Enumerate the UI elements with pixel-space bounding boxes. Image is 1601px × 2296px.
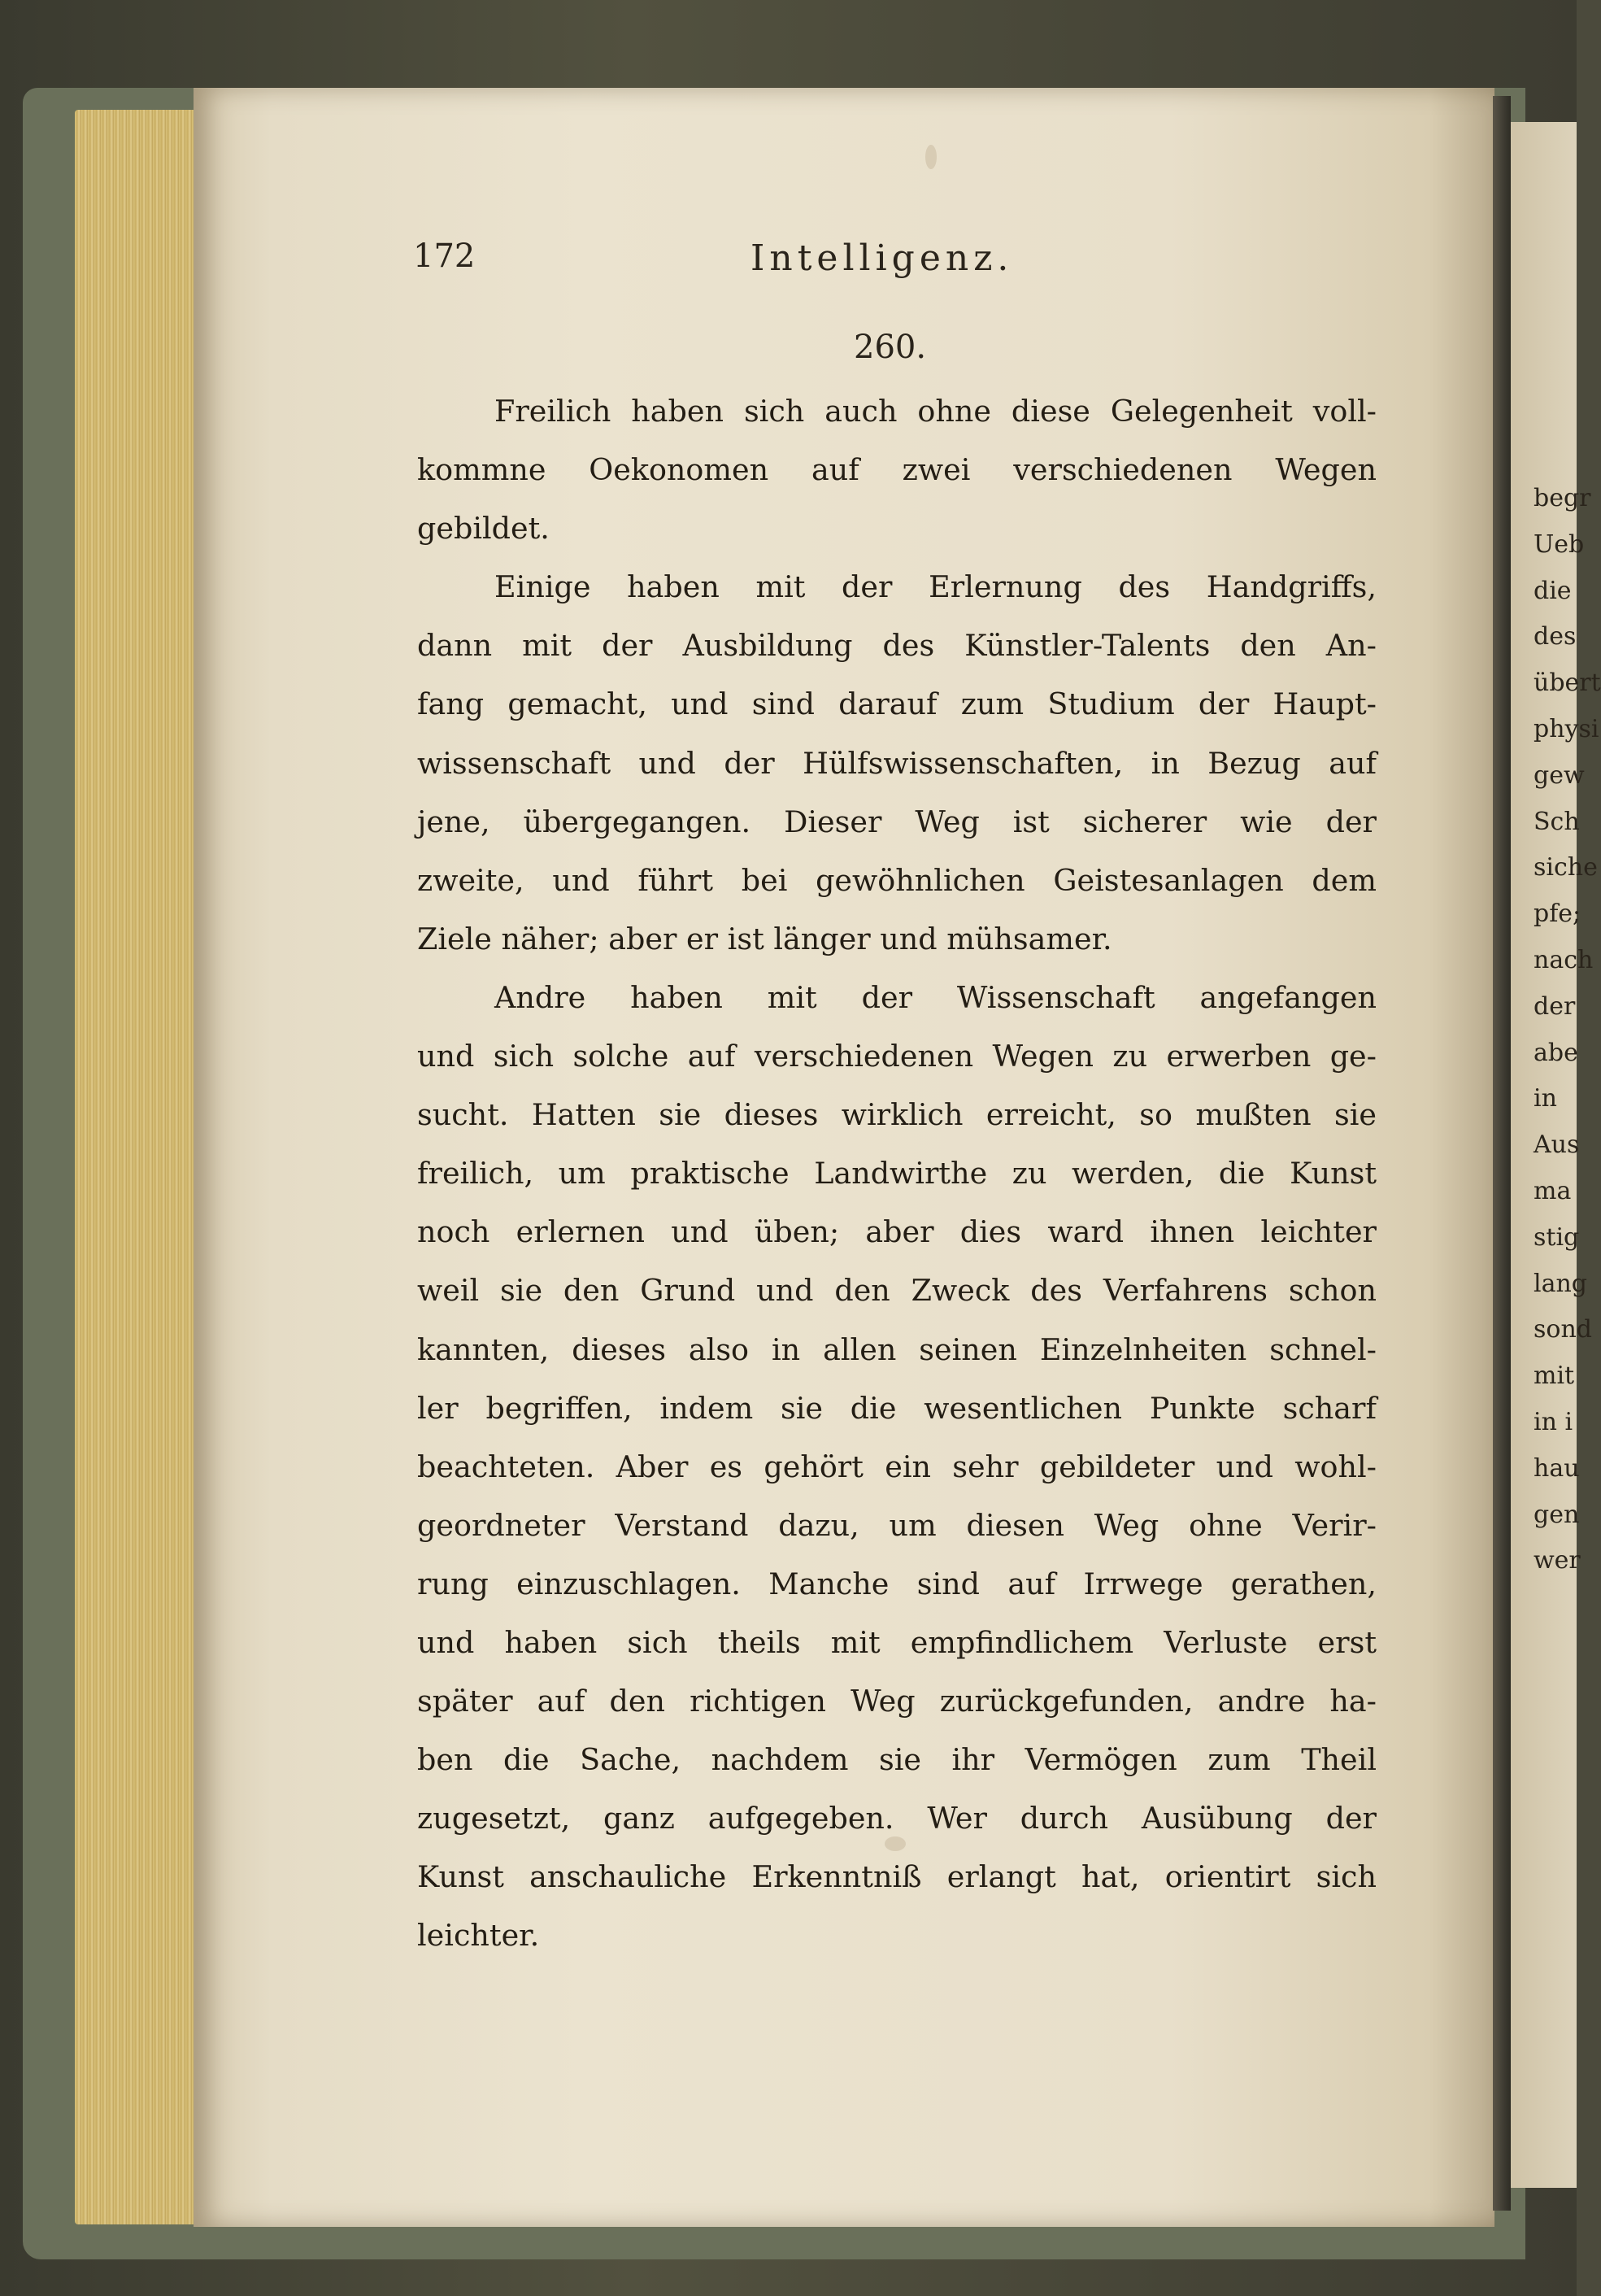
text-line: ben die Sache, nachdem sie ihr Vermögen zum Theil xyxy=(417,1742,1377,1778)
text-line: noch erlernen und üben; aber dies ward ihnen leichter xyxy=(417,1214,1377,1250)
facing-page-fragment: die xyxy=(1534,576,1572,605)
paragraph-2 xyxy=(417,558,1377,969)
text-line: weil sie den Grund und den Zweck des Verfahrens schon xyxy=(417,1273,1377,1309)
facing-page-fragment: gen xyxy=(1534,1500,1580,1529)
text-line: Freilich haben sich auch ohne diese Gelegenheit voll- xyxy=(494,394,1377,429)
text-line: fang gemacht, und sind darauf zum Studium der Haupt- xyxy=(417,686,1377,722)
facing-page-fragment: gew xyxy=(1534,760,1585,790)
text-line: jene, übergegangen. Dieser Weg ist sicherer wie der xyxy=(417,804,1377,839)
facing-page-fragment: sond xyxy=(1534,1315,1592,1344)
facing-page-fragment: siche xyxy=(1534,853,1598,882)
facing-page-fragment: abe xyxy=(1534,1038,1578,1067)
facing-page-fragment: stig xyxy=(1534,1222,1580,1252)
facing-page-fragment: hau xyxy=(1534,1453,1580,1483)
text-line: Andre haben mit der Wissenschaft angefangen xyxy=(494,979,1377,1015)
text-line: freilich, um praktische Landwirthe zu werden, die Kunst xyxy=(417,1156,1377,1192)
text-line: und sich solche auf verschiedenen Wegen zu erwerben ge- xyxy=(417,1039,1377,1074)
facing-page-text xyxy=(1534,476,1601,1584)
facing-page-fragment: Sch xyxy=(1534,807,1580,836)
text-line: zweite, und führt bei gewöhnlichen Geistesanlagen dem xyxy=(417,862,1377,898)
text-line: Kunst anschauliche Erkenntniß erlangt hat, orientirt sich xyxy=(417,1859,1377,1895)
text-line: und haben sich theils mit empfindlichem Verluste erst xyxy=(417,1624,1377,1660)
text-line: rung einzuschlagen. Manche sind auf Irrwege gerathen, xyxy=(417,1566,1377,1601)
text-line: geordneter Verstand dazu, um diesen Weg ohne Verir- xyxy=(417,1507,1377,1543)
facing-page-fragment: des xyxy=(1534,622,1577,651)
facing-page-fragment: in i xyxy=(1534,1407,1573,1436)
facing-page-fragment: lang xyxy=(1534,1269,1588,1298)
text-line: später auf den richtigen Weg zurückgefunden, andre ha- xyxy=(417,1684,1377,1719)
text-line: zugesetzt, ganz aufgegeben. Wer durch Ausübung der xyxy=(417,1801,1377,1836)
paragraph-3 xyxy=(417,969,1377,1966)
facing-page-fragment: nach xyxy=(1534,945,1594,974)
text-line: dann mit der Ausbildung des Künstler-Talents den An- xyxy=(417,628,1377,664)
facing-page-fragment: übert xyxy=(1534,669,1601,698)
text-line: beachteten. Aber es gehört ein sehr gebildeter und wohl- xyxy=(417,1449,1377,1484)
facing-page-fragment: pfe; xyxy=(1534,900,1581,929)
paragraph-1 xyxy=(417,382,1377,558)
page-number: 172 xyxy=(413,237,476,275)
text-line: kannten, dieses also in allen seinen Einzelnheiten schnel- xyxy=(417,1331,1377,1367)
text-line: kommne Oekonomen auf zwei verschiedenen Wegen xyxy=(417,452,1377,488)
text-line: Einige haben mit der Erlernung des Handgriffs, xyxy=(494,569,1377,605)
text-line: gebildet. xyxy=(417,511,550,547)
page-edges xyxy=(75,110,211,2224)
running-title: Intelligenz. xyxy=(750,237,1014,279)
section-number: 260. xyxy=(854,329,927,366)
facing-page-fragment: physi xyxy=(1534,714,1599,743)
facing-page-fragment: ma xyxy=(1534,1176,1572,1205)
text-line: sucht. Hatten sie dieses wirklich erreicht, so mußten sie xyxy=(417,1097,1377,1133)
facing-page-fragment: begr xyxy=(1534,484,1591,512)
page-header xyxy=(413,237,1405,286)
body-text xyxy=(417,382,1377,1966)
facing-page-fragment: mit xyxy=(1534,1361,1575,1391)
text-line: ler begriffen, indem sie die wesentlichen Punkte scharf xyxy=(417,1390,1377,1426)
facing-page-fragment: wer xyxy=(1534,1546,1581,1575)
text-line: Ziele näher; aber er ist länger und mühsamer. xyxy=(417,921,1112,956)
text-line: wissenschaft und der Hülfswissenschaften, in Bezug auf xyxy=(417,745,1377,781)
facing-page-fragment: der xyxy=(1534,991,1576,1021)
facing-page-fragment: Aus xyxy=(1534,1131,1580,1160)
book-gutter xyxy=(1493,96,1511,2211)
ink-speck xyxy=(925,145,937,169)
facing-page-fragment: in xyxy=(1534,1084,1557,1113)
text-line: leichter. xyxy=(417,1918,540,1954)
facing-page-fragment: Ueb xyxy=(1534,529,1585,559)
